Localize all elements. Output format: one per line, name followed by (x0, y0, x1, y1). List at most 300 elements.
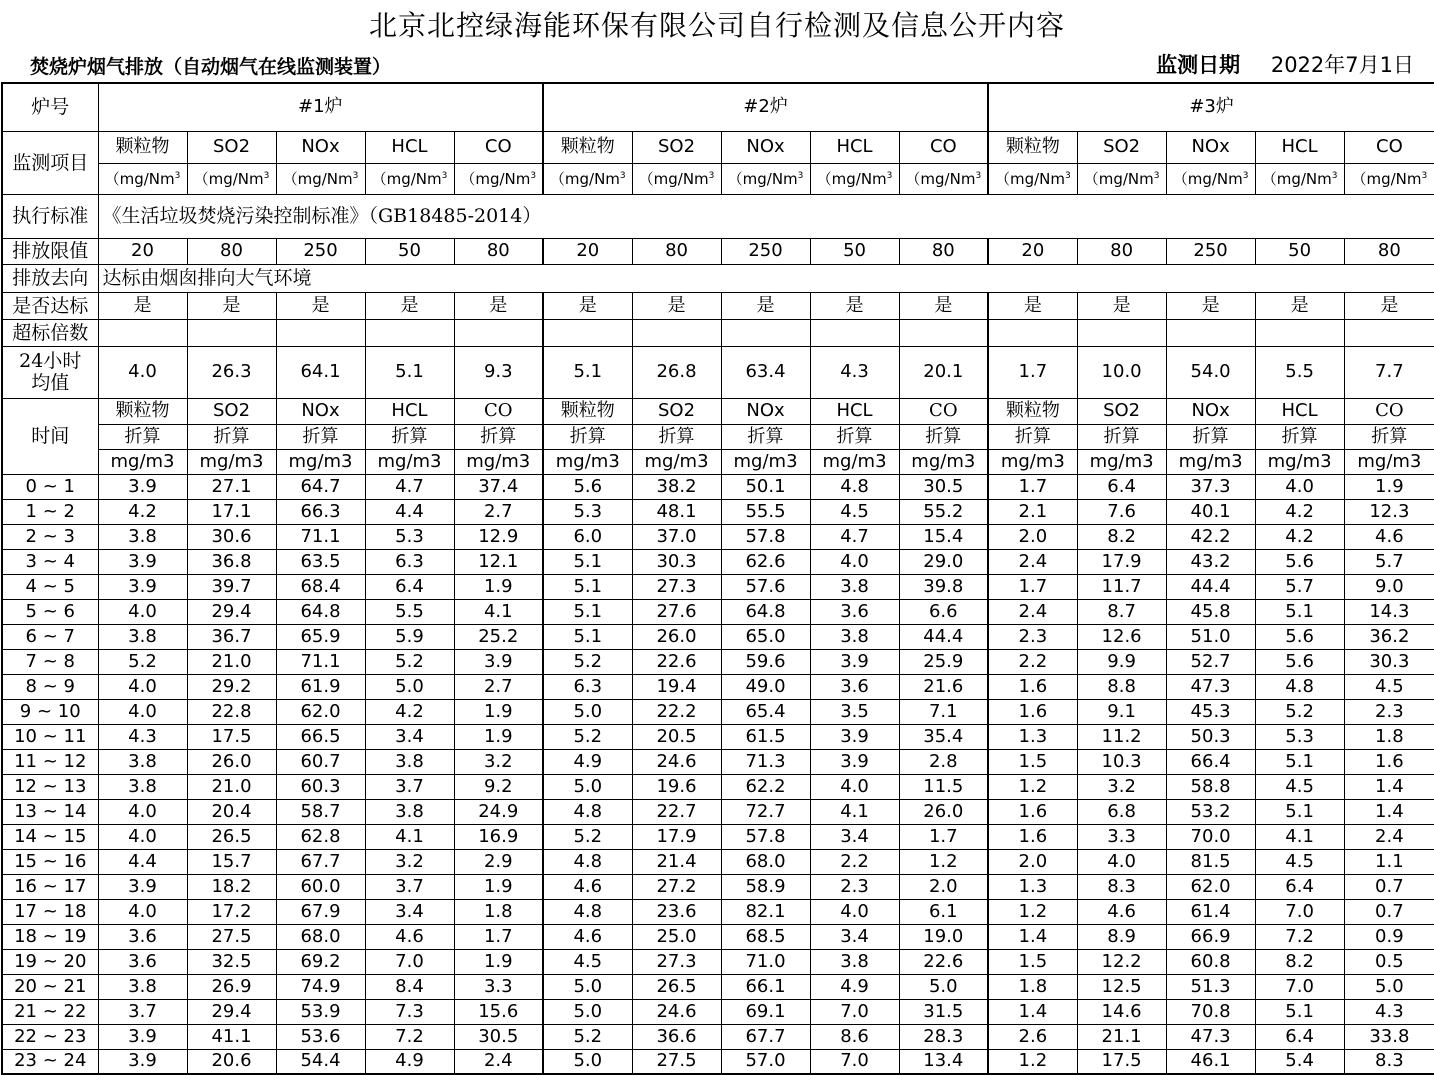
table-row (2, 749, 1434, 774)
time-pollutant-name: SO2 (632, 398, 721, 424)
avg24-value: 26.8 (632, 346, 721, 398)
converted-label: 折算 (899, 424, 988, 449)
hour-value: 17.1 (187, 499, 276, 524)
table-row (2, 649, 1434, 674)
hour-value: 4.1 (365, 824, 454, 849)
hour-value: 58.8 (1166, 774, 1255, 799)
hour-value: 3.7 (365, 774, 454, 799)
hour-value: 3.6 (810, 599, 899, 624)
compliant-value: 是 (187, 292, 276, 319)
hour-value: 21.6 (899, 674, 988, 699)
hour-range: 20 ~ 21 (2, 974, 98, 999)
hour-range: 10 ~ 11 (2, 724, 98, 749)
avg24-value: 5.1 (365, 346, 454, 398)
hour-value: 4.5 (543, 949, 632, 974)
pollutant-unit (276, 163, 365, 194)
hour-value: 68.0 (721, 849, 810, 874)
hour-value: 51.0 (1166, 624, 1255, 649)
table-row (2, 874, 1434, 899)
hour-value: 57.8 (721, 524, 810, 549)
table-row (2, 999, 1434, 1024)
hour-value: 30.5 (454, 1024, 543, 1049)
unit-superscript: 3 (1242, 170, 1249, 181)
exceed-value (1166, 319, 1255, 346)
hour-value: 3.4 (365, 899, 454, 924)
hour-value: 0.7 (1344, 874, 1434, 899)
converted-label: 折算 (1166, 424, 1255, 449)
unit-text: （mg/Nm (638, 169, 709, 188)
limit-value: 20 (543, 238, 632, 264)
time-pollutant-name: HCL (810, 398, 899, 424)
limit-value: 80 (454, 238, 543, 264)
document-subtitle: 焚烧炉烟气排放（自动烟气在线监测装置） (30, 56, 392, 78)
limit-value: 250 (276, 238, 365, 264)
hour-value: 5.3 (1255, 724, 1344, 749)
hour-value: 5.6 (1255, 624, 1344, 649)
hour-value: 4.1 (810, 799, 899, 824)
hour-value: 5.7 (1255, 574, 1344, 599)
hour-value: 25.9 (899, 649, 988, 674)
hour-value: 1.9 (454, 874, 543, 899)
hour-value: 5.9 (365, 624, 454, 649)
avg24-value: 20.1 (899, 346, 988, 398)
unit-superscript: 3 (441, 170, 448, 181)
emission-table (1, 82, 1434, 1075)
hour-value: 81.5 (1166, 849, 1255, 874)
hour-value: 4.0 (810, 774, 899, 799)
hour-value: 35.4 (899, 724, 988, 749)
exceed-value (1344, 319, 1434, 346)
hour-value: 4.2 (365, 699, 454, 724)
unit-mg: mg/m3 (98, 449, 187, 474)
hour-value: 1.2 (988, 1049, 1077, 1074)
unit-mg: mg/m3 (1255, 449, 1344, 474)
hour-value: 5.1 (1255, 799, 1344, 824)
hour-value: 4.4 (98, 849, 187, 874)
hour-value: 3.8 (98, 974, 187, 999)
hour-value: 24.6 (632, 999, 721, 1024)
hour-value: 37.3 (1166, 474, 1255, 499)
hour-value: 5.0 (365, 674, 454, 699)
hour-value: 24.6 (632, 749, 721, 774)
hour-value: 17.9 (632, 824, 721, 849)
hour-value: 4.2 (98, 499, 187, 524)
hour-value: 1.2 (988, 774, 1077, 799)
avg24-value: 9.3 (454, 346, 543, 398)
unit-mg: mg/m3 (1344, 449, 1434, 474)
hour-value: 52.7 (1166, 649, 1255, 674)
table-row (2, 1049, 1434, 1074)
hour-range: 13 ~ 14 (2, 799, 98, 824)
hour-value: 72.7 (721, 799, 810, 824)
hour-value: 4.8 (543, 899, 632, 924)
hour-value: 6.4 (1255, 1024, 1344, 1049)
table-row (2, 346, 1434, 398)
pollutant-unit (1344, 163, 1434, 194)
furnace-header: #3炉 (988, 83, 1434, 131)
unit-superscript: 3 (1421, 170, 1428, 181)
hour-value: 2.1 (988, 499, 1077, 524)
table-row (2, 163, 1434, 194)
hour-value: 1.4 (988, 999, 1077, 1024)
hour-value: 29.4 (187, 599, 276, 624)
hour-value: 15.7 (187, 849, 276, 874)
hour-value: 3.8 (810, 624, 899, 649)
hour-range: 23 ~ 24 (2, 1049, 98, 1074)
hour-value: 4.7 (365, 474, 454, 499)
hour-value: 1.8 (988, 974, 1077, 999)
hour-value: 2.3 (988, 624, 1077, 649)
hour-value: 1.7 (899, 824, 988, 849)
hour-value: 4.5 (1255, 849, 1344, 874)
table-row (2, 83, 1434, 131)
hour-value: 5.6 (543, 474, 632, 499)
hour-range: 16 ~ 17 (2, 874, 98, 899)
compliant-value: 是 (899, 292, 988, 319)
compliant-value: 是 (632, 292, 721, 319)
hour-value: 2.0 (988, 524, 1077, 549)
hour-value: 29.0 (899, 549, 988, 574)
hour-value: 4.5 (1344, 674, 1434, 699)
unit-text: （mg/Nm (727, 169, 798, 188)
hour-value: 82.1 (721, 899, 810, 924)
hour-value: 27.2 (632, 874, 721, 899)
hour-range: 12 ~ 13 (2, 774, 98, 799)
exceed-value (1077, 319, 1166, 346)
hour-value: 2.9 (454, 849, 543, 874)
hour-value: 4.5 (810, 499, 899, 524)
unit-mg: mg/m3 (1166, 449, 1255, 474)
hour-value: 20.5 (632, 724, 721, 749)
unit-mg: mg/m3 (988, 449, 1077, 474)
hour-value: 1.3 (988, 874, 1077, 899)
hour-range: 7 ~ 8 (2, 649, 98, 674)
hour-value: 2.2 (810, 849, 899, 874)
hour-value: 4.0 (1077, 849, 1166, 874)
table-row (2, 974, 1434, 999)
hour-value: 71.1 (276, 649, 365, 674)
unit-text: （mg/Nm (994, 169, 1065, 188)
hour-value: 3.8 (98, 524, 187, 549)
table-row (2, 824, 1434, 849)
hour-value: 71.3 (721, 749, 810, 774)
converted-label: 折算 (98, 424, 187, 449)
hour-value: 31.5 (899, 999, 988, 1024)
hour-value: 5.0 (543, 974, 632, 999)
hour-value: 4.0 (810, 899, 899, 924)
hour-range: 19 ~ 20 (2, 949, 98, 974)
hour-value: 5.2 (543, 1024, 632, 1049)
exceed-value (543, 319, 632, 346)
hour-value: 4.9 (365, 1049, 454, 1074)
hour-value: 5.7 (1344, 549, 1434, 574)
hour-value: 5.1 (1255, 749, 1344, 774)
hour-value: 2.6 (988, 1024, 1077, 1049)
hour-value: 5.2 (543, 649, 632, 674)
hour-value: 1.7 (454, 924, 543, 949)
converted-label: 折算 (721, 424, 810, 449)
exceed-label: 超标倍数 (2, 319, 98, 346)
hour-range: 3 ~ 4 (2, 549, 98, 574)
hour-value: 57.6 (721, 574, 810, 599)
hour-value: 26.0 (899, 799, 988, 824)
hour-value: 12.5 (1077, 974, 1166, 999)
hour-value: 4.1 (1255, 824, 1344, 849)
hour-value: 74.9 (276, 974, 365, 999)
hour-value: 30.6 (187, 524, 276, 549)
avg24-label-line2: 均值 (31, 372, 70, 394)
hour-value: 6.1 (899, 899, 988, 924)
hour-value: 3.4 (365, 724, 454, 749)
pollutant-unit (721, 163, 810, 194)
hour-value: 14.6 (1077, 999, 1166, 1024)
hour-value: 3.9 (98, 1049, 187, 1074)
hour-value: 64.8 (276, 599, 365, 624)
hour-value: 27.3 (632, 574, 721, 599)
monitor-item-label: 监测项目 (2, 131, 98, 194)
hour-value: 36.7 (187, 624, 276, 649)
hour-value: 61.9 (276, 674, 365, 699)
standard-label: 执行标准 (2, 194, 98, 238)
pollutant-name: CO (454, 131, 543, 163)
table-row (2, 849, 1434, 874)
hour-value: 61.5 (721, 724, 810, 749)
hour-value: 64.7 (276, 474, 365, 499)
hour-value: 26.9 (187, 974, 276, 999)
hour-value: 60.7 (276, 749, 365, 774)
hour-value: 4.3 (1344, 999, 1434, 1024)
hour-value: 5.2 (365, 649, 454, 674)
table-row (2, 574, 1434, 599)
hour-value: 3.9 (810, 724, 899, 749)
avg24-value: 5.1 (543, 346, 632, 398)
compliant-value: 是 (454, 292, 543, 319)
hour-value: 39.7 (187, 574, 276, 599)
hour-value: 71.1 (276, 524, 365, 549)
hour-value: 6.4 (1255, 874, 1344, 899)
hour-value: 25.2 (454, 624, 543, 649)
hour-value: 26.5 (187, 824, 276, 849)
hour-value: 4.0 (98, 599, 187, 624)
hour-value: 19.6 (632, 774, 721, 799)
furnace-no-label: 炉号 (2, 83, 98, 131)
hour-value: 1.9 (454, 699, 543, 724)
unit-mg: mg/m3 (543, 449, 632, 474)
hour-value: 30.3 (1344, 649, 1434, 674)
hour-value: 4.6 (543, 874, 632, 899)
hour-value: 3.4 (810, 924, 899, 949)
hour-value: 4.0 (98, 699, 187, 724)
unit-superscript: 3 (174, 170, 181, 181)
converted-label: 折算 (454, 424, 543, 449)
hour-value: 17.2 (187, 899, 276, 924)
hour-value: 3.9 (810, 649, 899, 674)
hour-value: 4.7 (810, 524, 899, 549)
unit-text: （mg/Nm (1351, 169, 1422, 188)
hour-value: 15.4 (899, 524, 988, 549)
hour-value: 36.8 (187, 549, 276, 574)
hour-value: 21.0 (187, 649, 276, 674)
compliant-label: 是否达标 (2, 292, 98, 319)
avg24-value: 1.7 (988, 346, 1077, 398)
hour-value: 3.8 (365, 749, 454, 774)
table-row (2, 131, 1434, 163)
hour-value: 5.3 (543, 499, 632, 524)
hour-value: 2.4 (454, 1049, 543, 1074)
hour-value: 5.1 (543, 549, 632, 574)
hour-value: 3.7 (98, 999, 187, 1024)
hour-value: 68.0 (276, 924, 365, 949)
unit-superscript: 3 (530, 170, 537, 181)
hour-value: 1.2 (899, 849, 988, 874)
hour-value: 4.8 (810, 474, 899, 499)
hour-value: 58.7 (276, 799, 365, 824)
hour-value: 3.3 (454, 974, 543, 999)
hour-range: 1 ~ 2 (2, 499, 98, 524)
hour-value: 60.3 (276, 774, 365, 799)
hour-value: 3.4 (810, 824, 899, 849)
exceed-value (1255, 319, 1344, 346)
hour-range: 17 ~ 18 (2, 899, 98, 924)
hour-value: 1.4 (1344, 774, 1434, 799)
exceed-value (721, 319, 810, 346)
limit-value: 80 (1077, 238, 1166, 264)
hour-value: 53.9 (276, 999, 365, 1024)
hour-value: 17.9 (1077, 549, 1166, 574)
avg24-value: 26.3 (187, 346, 276, 398)
hour-value: 8.9 (1077, 924, 1166, 949)
compliant-value: 是 (543, 292, 632, 319)
converted-label: 折算 (1255, 424, 1344, 449)
unit-mg: mg/m3 (721, 449, 810, 474)
hour-range: 8 ~ 9 (2, 674, 98, 699)
time-pollutant-name: NOx (1166, 398, 1255, 424)
hour-range: 5 ~ 6 (2, 599, 98, 624)
hour-value: 5.2 (98, 649, 187, 674)
hour-value: 3.6 (98, 924, 187, 949)
avg24-value: 63.4 (721, 346, 810, 398)
hour-value: 24.9 (454, 799, 543, 824)
hour-value: 15.6 (454, 999, 543, 1024)
standard-value: 《生活垃圾焚烧污染控制标准》（GB18485-2014） (98, 194, 1434, 238)
unit-superscript: 3 (352, 170, 359, 181)
hour-value: 3.8 (98, 624, 187, 649)
unit-mg: mg/m3 (899, 449, 988, 474)
hour-value: 4.1 (454, 599, 543, 624)
hour-value: 4.8 (543, 799, 632, 824)
unit-text: （mg/Nm (1172, 169, 1243, 188)
monitor-date-label: 监测日期 (1156, 52, 1241, 77)
hour-value: 5.6 (1255, 649, 1344, 674)
hour-value: 55.5 (721, 499, 810, 524)
exceed-value (899, 319, 988, 346)
hour-value: 9.0 (1344, 574, 1434, 599)
unit-superscript: 3 (1064, 170, 1071, 181)
hour-value: 19.4 (632, 674, 721, 699)
hour-range: 6 ~ 7 (2, 624, 98, 649)
converted-label: 折算 (1077, 424, 1166, 449)
hour-value: 36.6 (632, 1024, 721, 1049)
hour-value: 2.2 (988, 649, 1077, 674)
discharge-value: 达标由烟囱排向大气环境 (98, 264, 1434, 292)
hour-value: 67.7 (276, 849, 365, 874)
exceed-value (810, 319, 899, 346)
table-row (2, 499, 1434, 524)
hour-value: 42.2 (1166, 524, 1255, 549)
hour-value: 4.8 (1255, 674, 1344, 699)
compliant-value: 是 (721, 292, 810, 319)
hour-value: 53.2 (1166, 799, 1255, 824)
table-row (2, 724, 1434, 749)
exceed-value (187, 319, 276, 346)
hour-value: 68.4 (276, 574, 365, 599)
hour-value: 5.2 (543, 724, 632, 749)
table-row (2, 674, 1434, 699)
table-row (2, 398, 1434, 424)
hour-value: 4.6 (1344, 524, 1434, 549)
pollutant-name: SO2 (632, 131, 721, 163)
time-pollutant-name: NOx (721, 398, 810, 424)
hour-value: 6.6 (899, 599, 988, 624)
hour-value: 8.3 (1077, 874, 1166, 899)
hour-value: 63.5 (276, 549, 365, 574)
hour-value: 7.2 (1255, 924, 1344, 949)
hour-value: 21.0 (187, 774, 276, 799)
hour-value: 26.0 (632, 624, 721, 649)
hour-value: 3.7 (365, 874, 454, 899)
hour-value: 5.0 (543, 1049, 632, 1074)
unit-text: （mg/Nm (193, 169, 264, 188)
avg24-value: 4.0 (98, 346, 187, 398)
pollutant-name: SO2 (187, 131, 276, 163)
hour-value: 2.4 (988, 549, 1077, 574)
hour-value: 4.6 (1077, 899, 1166, 924)
hour-value: 3.8 (98, 749, 187, 774)
unit-mg: mg/m3 (365, 449, 454, 474)
hour-value: 8.6 (810, 1024, 899, 1049)
table-row (2, 524, 1434, 549)
table-row (2, 549, 1434, 574)
hour-value: 4.0 (810, 549, 899, 574)
converted-label: 折算 (810, 424, 899, 449)
hour-value: 1.6 (988, 699, 1077, 724)
pollutant-name: CO (1344, 131, 1434, 163)
converted-label: 折算 (988, 424, 1077, 449)
hour-value: 71.0 (721, 949, 810, 974)
hour-value: 3.9 (810, 749, 899, 774)
avg24-value: 64.1 (276, 346, 365, 398)
hour-value: 0.7 (1344, 899, 1434, 924)
hour-value: 68.5 (721, 924, 810, 949)
unit-superscript: 3 (886, 170, 893, 181)
hour-value: 10.3 (1077, 749, 1166, 774)
time-pollutant-name: CO (1344, 398, 1434, 424)
hour-value: 54.4 (276, 1049, 365, 1074)
hour-value: 2.4 (988, 599, 1077, 624)
hour-value: 2.3 (1344, 699, 1434, 724)
hour-value: 61.4 (1166, 899, 1255, 924)
hour-range: 2 ~ 3 (2, 524, 98, 549)
compliant-value: 是 (365, 292, 454, 319)
unit-text: （mg/Nm (549, 169, 620, 188)
hour-value: 7.0 (1255, 899, 1344, 924)
hour-value: 6.4 (1077, 474, 1166, 499)
pollutant-name: 颗粒物 (543, 131, 632, 163)
converted-label: 折算 (365, 424, 454, 449)
hour-value: 29.2 (187, 674, 276, 699)
hour-value: 2.4 (1344, 824, 1434, 849)
hour-value: 18.2 (187, 874, 276, 899)
